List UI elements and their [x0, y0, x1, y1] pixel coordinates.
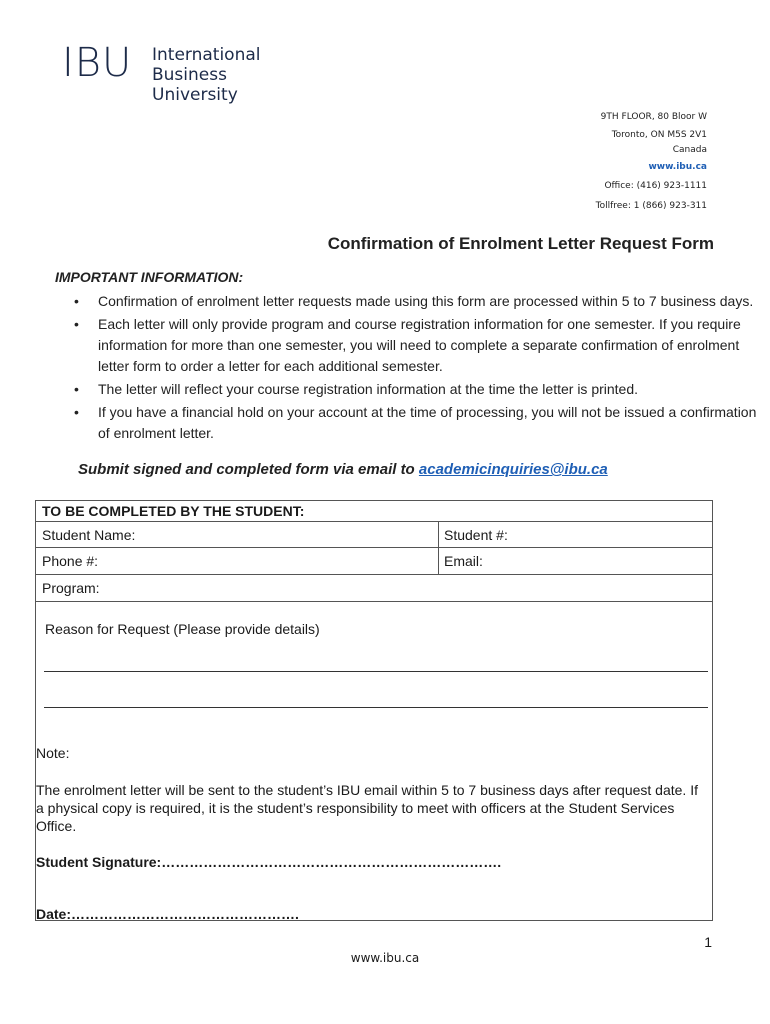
logo-mark: IBU — [62, 40, 133, 86]
address-block — [596, 110, 707, 214]
note-heading: Note: — [36, 745, 70, 761]
address-website-link[interactable]: www.ibu.ca — [648, 162, 707, 172]
form-row-name — [36, 522, 712, 548]
logo-name-line-2: Business — [152, 65, 227, 85]
list-item: • If you have a financial hold on your account at the time of processing, you will not be issued a confirmation of enrolment letter. — [98, 402, 758, 444]
list-item: • The letter will reflect your course registration information at the time the letter is printed. — [98, 379, 758, 400]
form-row-contact — [36, 548, 712, 575]
address-line-1: 9TH FLOOR, 80 Bloor W — [600, 112, 707, 122]
reason-line-1[interactable] — [44, 671, 708, 672]
logo-name-line-1: International — [152, 45, 261, 65]
email-field[interactable]: Email: — [444, 553, 483, 569]
important-heading: IMPORTANT INFORMATION: — [55, 269, 244, 285]
address-office-phone: Office: (416) 923-1111 — [604, 181, 707, 191]
submit-instruction — [78, 461, 608, 478]
student-name-field[interactable]: Student Name: — [42, 526, 136, 543]
note-body: The enrolment letter will be sent to the student’s IBU email within 5 to 7 business days after request date. If a physical copy is required, it is the student’s responsibility to meet with officers at the Student Services Office. — [36, 782, 698, 834]
student-form — [35, 500, 713, 921]
date-field[interactable]: Date:…………………………………………. — [36, 906, 299, 922]
phone-field[interactable]: Phone #: — [42, 553, 99, 569]
submit-text: Submit signed and completed form via email to — [78, 461, 415, 478]
list-item: • Confirmation of enrolment letter requests made using this form are processed within 5 to 7 business days. — [98, 291, 758, 312]
address-tollfree-phone: Tollfree: 1 (866) 923-311 — [595, 201, 707, 211]
footer-website: www.ibu.ca — [350, 951, 420, 965]
page-title: Confirmation of Enrolment Letter Request Form — [327, 234, 714, 253]
address-line-2: Toronto, ON M5S 2V1 — [611, 130, 707, 140]
form-heading: TO BE COMPLETED BY THE STUDENT: — [42, 503, 305, 519]
important-list — [55, 291, 758, 446]
signature-field[interactable]: Student Signature:………………………………………………………………. — [36, 854, 502, 870]
logo-name-line-3: University — [152, 85, 238, 105]
reason-label: Reason for Request (Please provide details) — [45, 621, 320, 637]
address-line-3: Canada — [672, 145, 707, 155]
form-heading-row — [36, 501, 712, 522]
page-number: 1 — [704, 934, 712, 950]
reason-line-2[interactable] — [44, 707, 708, 708]
logo-name — [152, 45, 261, 105]
list-item: • Each letter will only provide program and course registration information for one semester. If you require information for more than one semester, you will need to complete a separate confirmation of enrolment letter form to order a letter for each additional semester. — [98, 314, 758, 377]
submit-email-link[interactable]: academicinquiries@ibu.ca — [418, 461, 608, 478]
student-number-field[interactable]: Student #: — [444, 526, 508, 543]
form-row-program — [36, 575, 712, 602]
program-field[interactable]: Program: — [42, 580, 100, 596]
